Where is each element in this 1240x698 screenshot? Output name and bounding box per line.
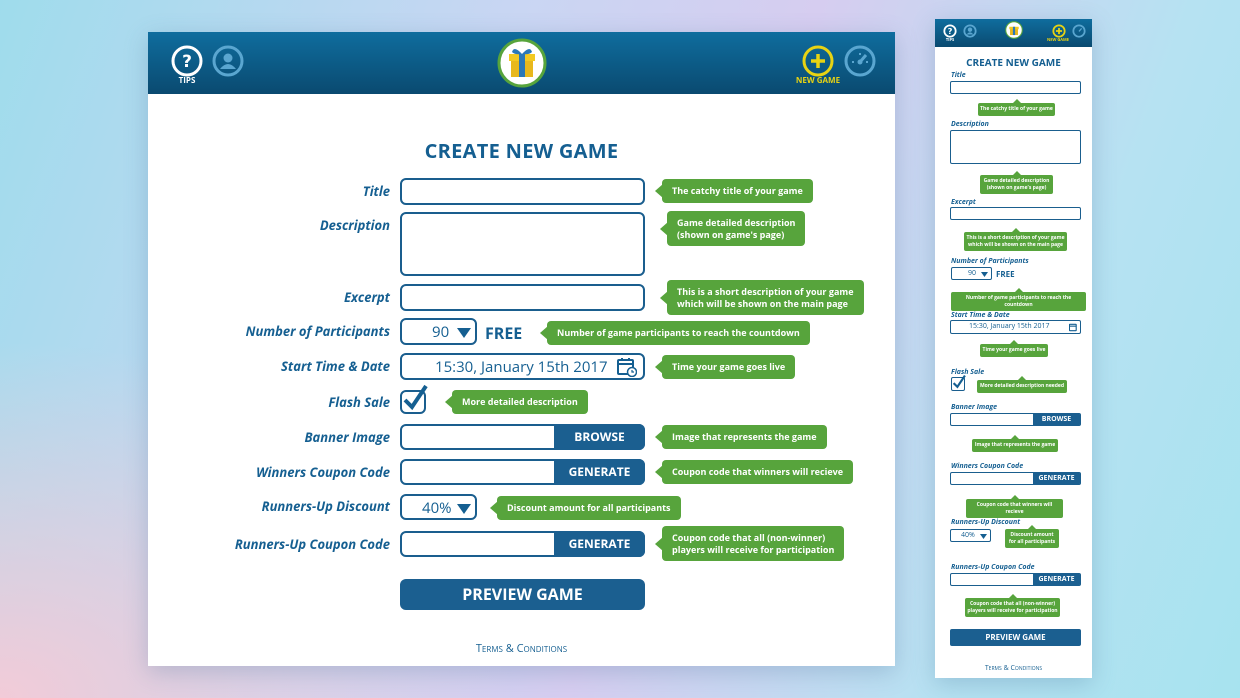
flash-sale-tip: More detailed description needed (977, 380, 1067, 393)
banner-tip: Image that represents the game (662, 425, 827, 449)
mobile-header (935, 19, 1092, 47)
add-icon (802, 45, 834, 77)
preview-game-button[interactable]: PREVIEW GAME (950, 629, 1081, 646)
description-textarea[interactable] (400, 212, 645, 276)
participants-label: Number of Participants (245, 322, 390, 340)
title-input[interactable] (400, 178, 645, 205)
svg-text:?: ? (182, 52, 192, 72)
start-value: 15:30, January 15th 2017 (969, 322, 1050, 331)
description-label: Description (319, 216, 390, 234)
svg-text:?: ? (947, 26, 953, 37)
runners-coupon-label: Runners-Up Coupon Code (234, 535, 390, 553)
mobile-panel (935, 19, 1092, 678)
flash-sale-label: Flash Sale (328, 393, 390, 411)
calendar-icon[interactable] (617, 357, 637, 377)
preview-game-button[interactable]: PREVIEW GAME (400, 579, 645, 610)
flash-sale-checkbox[interactable] (400, 390, 426, 414)
generate-runners-button[interactable]: GENERATE (1033, 573, 1080, 586)
discount-tip: Discount amount for all participants (497, 496, 681, 520)
participants-select[interactable] (951, 267, 992, 280)
browse-button[interactable]: BROWSE (554, 424, 645, 450)
free-label: FREE (996, 269, 1015, 280)
discount-value: 40% (422, 498, 452, 518)
discount-tip: Discount amount for all participants (1005, 529, 1059, 548)
participants-value: 90 (432, 322, 450, 342)
add-icon[interactable] (1052, 24, 1066, 38)
start-value: 15:30, January 15th 2017 (435, 357, 608, 377)
title-tip: The catchy title of your game (978, 103, 1055, 116)
generate-winners-button[interactable]: GENERATE (554, 459, 645, 485)
title-tip: The catchy title of your game (662, 179, 813, 203)
page-title: CREATE NEW GAME (966, 55, 1061, 69)
banner-label: Banner Image (304, 428, 390, 446)
checkmark-icon (952, 374, 966, 390)
chevron-down-icon (457, 504, 471, 514)
new-game-label: NEW GAME (795, 75, 841, 86)
discount-select[interactable] (400, 494, 477, 520)
profile-icon[interactable] (212, 45, 244, 77)
title-input[interactable] (950, 81, 1081, 94)
excerpt-input[interactable] (950, 207, 1081, 220)
excerpt-input[interactable] (400, 284, 645, 311)
description-textarea[interactable] (950, 130, 1081, 164)
winners-coupon-tip: Coupon code that winners will recieve (966, 499, 1063, 518)
start-label: Start Time & Date (951, 311, 1010, 320)
participants-label: Number of Participants (951, 257, 1029, 266)
banner-label: Banner Image (951, 403, 998, 412)
title-label: Title (362, 182, 390, 200)
runners-coupon-tip: Coupon code that all (non-winner) players will receive for participation (965, 598, 1060, 617)
excerpt-label: Excerpt (343, 288, 390, 306)
checkmark-icon (402, 384, 428, 412)
participants-tip: Number of game participants to reach the countdown (951, 292, 1086, 311)
dashboard-gauge-icon[interactable] (844, 45, 876, 77)
start-tip: Time your game goes live (980, 344, 1048, 357)
excerpt-label: Excerpt (951, 198, 976, 207)
excerpt-tip: This is a short description of your game which will be shown on the main page (667, 280, 864, 315)
free-label: FREE (485, 322, 523, 344)
browse-button[interactable]: BROWSE (1033, 413, 1080, 426)
start-label: Start Time & Date (281, 357, 390, 375)
winners-coupon-tip: Coupon code that winners will recieve (662, 460, 853, 484)
runners-discount-label: Runners-Up Discount (261, 497, 390, 515)
profile-icon[interactable] (963, 24, 977, 38)
flash-sale-checkbox[interactable] (951, 377, 965, 391)
tips-label: TIPS (178, 75, 196, 86)
participants-tip: Number of game participants to reach the countdown (547, 321, 810, 345)
banner-tip: Image that represents the game (972, 439, 1058, 452)
chevron-down-icon (980, 534, 987, 539)
runners-coupon-tip: Coupon code that all (non-winner) players will receive for participation (662, 526, 844, 561)
generate-winners-button[interactable]: GENERATE (1033, 472, 1080, 485)
winners-coupon-label: Winners Coupon Code (951, 462, 1024, 471)
chevron-down-icon (981, 272, 988, 277)
discount-value: 40% (961, 531, 975, 540)
app-header (148, 32, 895, 94)
terms-link[interactable]: Terms & Conditions (475, 641, 568, 656)
tips-label: TIPS (945, 38, 955, 43)
title-label: Title (951, 71, 966, 80)
new-game-label: NEW GAME (1046, 38, 1070, 43)
discount-select[interactable] (950, 529, 991, 542)
winners-coupon-label: Winners Coupon Code (256, 463, 390, 481)
runners-discount-label: Runners-Up Discount (951, 518, 1021, 527)
page-title: CREATE NEW GAME (424, 137, 619, 164)
help-icon (171, 45, 203, 77)
desktop-panel (148, 32, 895, 666)
dashboard-gauge-icon[interactable] (1072, 24, 1086, 38)
excerpt-tip: This is a short description of your game which will be shown on the main page (964, 232, 1067, 251)
chevron-down-icon (457, 328, 471, 338)
runners-coupon-label: Runners-Up Coupon Code (951, 563, 1035, 572)
help-icon[interactable] (943, 24, 957, 38)
start-datetime-input[interactable] (400, 353, 645, 380)
description-tip: Game detailed description (shown on game's page) (667, 211, 805, 246)
description-tip: Game detailed description (shown on game's page) (980, 175, 1053, 194)
terms-link[interactable]: Terms & Conditions (984, 664, 1043, 673)
calendar-icon[interactable] (1069, 323, 1078, 332)
logo-gift-icon[interactable] (497, 38, 547, 88)
flash-sale-tip: More detailed description (452, 390, 588, 414)
flash-sale-label: Flash Sale (951, 368, 985, 377)
participants-select[interactable] (400, 318, 477, 345)
participants-value: 90 (968, 269, 977, 278)
start-tip: Time your game goes live (662, 355, 795, 379)
start-datetime-input[interactable] (950, 320, 1081, 334)
logo-gift-icon[interactable] (1005, 21, 1023, 39)
generate-runners-button[interactable]: GENERATE (554, 531, 645, 557)
description-label: Description (951, 120, 989, 129)
